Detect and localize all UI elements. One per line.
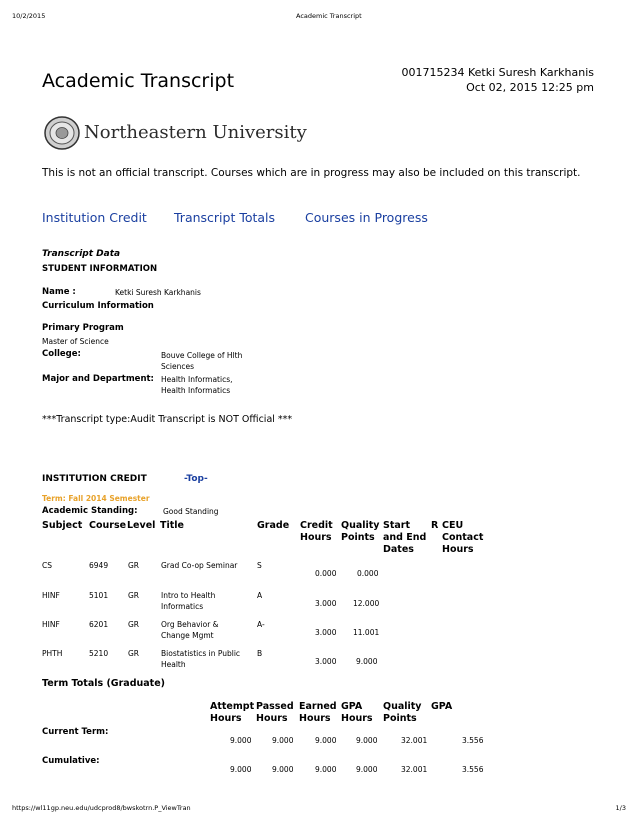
col-credit-hours: Credit Hours bbox=[300, 520, 333, 543]
course-quality-points: 12.000 bbox=[353, 599, 380, 608]
disclaimer-text: This is not an official transcript. Courses which are in progress may also be included on this transcript. bbox=[42, 167, 581, 179]
transcript-type-notice: ***Transcript type:Audit Transcript is NOT Official *** bbox=[42, 414, 293, 425]
course-credit-hours: 3.000 bbox=[315, 628, 337, 637]
name-value: Ketki Suresh Karkhanis bbox=[115, 288, 201, 297]
course-credit-hours: 0.000 bbox=[315, 569, 337, 578]
course-level: GR bbox=[128, 591, 140, 600]
curriculum-heading: Curriculum Information bbox=[42, 301, 154, 311]
college-label: College: bbox=[42, 349, 81, 359]
student-id-name: 001715234 Ketki Suresh Karkhanis bbox=[401, 66, 594, 79]
course-title: Org Behavior & Change Mgmt bbox=[161, 620, 219, 640]
course-number: 5210 bbox=[89, 649, 109, 658]
col-gpa: GPA bbox=[431, 701, 453, 712]
course-number: 6949 bbox=[89, 561, 109, 570]
academic-standing-value: Good Standing bbox=[163, 507, 219, 516]
course-credit-hours: 3.000 bbox=[315, 657, 337, 666]
print-url: https://wl11gp.neu.edu/udcprod8/bwskotrn.P_ViewTran bbox=[12, 804, 191, 812]
col-level: Level bbox=[127, 520, 156, 531]
institution-credit-link[interactable]: Institution Credit bbox=[42, 210, 147, 225]
courses-in-progress-link[interactable]: Courses in Progress bbox=[305, 210, 428, 225]
course-number: 5101 bbox=[89, 591, 109, 600]
course-subject: PHTH bbox=[42, 649, 63, 658]
term-totals-heading: Term Totals (Graduate) bbox=[42, 678, 166, 689]
major-value-line-1: Health Informatics, bbox=[161, 375, 233, 384]
quality-points-value: 32.001 bbox=[401, 765, 428, 774]
primary-program-label: Primary Program bbox=[42, 323, 124, 333]
passed-hours-value: 9.000 bbox=[272, 736, 294, 745]
course-level: GR bbox=[128, 561, 140, 570]
col-r: R bbox=[431, 520, 439, 531]
student-info-heading: STUDENT INFORMATION bbox=[42, 264, 158, 274]
col-title: Title bbox=[160, 520, 184, 531]
institution-credit-heading: INSTITUTION CREDIT bbox=[42, 474, 147, 484]
seal-icon bbox=[44, 116, 80, 150]
gpa-value: 3.556 bbox=[462, 736, 484, 745]
earned-hours-value: 9.000 bbox=[315, 765, 337, 774]
col-subject: Subject bbox=[42, 520, 83, 531]
passed-hours-value: 9.000 bbox=[272, 765, 294, 774]
col-ceu-contact-hours: CEU Contact Hours bbox=[442, 520, 484, 555]
university-name: Northeastern University bbox=[84, 122, 307, 143]
col-quality-points: Quality Points bbox=[341, 520, 380, 543]
primary-program-value: Master of Science bbox=[42, 337, 109, 346]
course-grade: A bbox=[257, 591, 263, 600]
course-quality-points: 11.001 bbox=[353, 628, 380, 637]
course-quality-points: 9.000 bbox=[356, 657, 378, 666]
col-grade: Grade bbox=[257, 520, 290, 531]
gpa-hours-value: 9.000 bbox=[356, 736, 378, 745]
col-gpa-hours: GPA Hours bbox=[341, 701, 373, 724]
course-grade: S bbox=[257, 561, 262, 570]
course-subject: HINF bbox=[42, 591, 60, 600]
course-credit-hours: 3.000 bbox=[315, 599, 337, 608]
course-level: GR bbox=[128, 620, 140, 629]
top-link[interactable]: -Top- bbox=[184, 474, 208, 484]
col-attempt-hours: Attempt Hours bbox=[210, 701, 255, 724]
report-datetime: Oct 02, 2015 12:25 pm bbox=[466, 81, 594, 94]
gpa-hours-value: 9.000 bbox=[356, 765, 378, 774]
course-subject: CS bbox=[42, 561, 52, 570]
totals-label: Current Term: bbox=[42, 727, 109, 737]
course-grade: A- bbox=[257, 620, 265, 629]
course-title: Biostatistics in Public Health bbox=[161, 649, 241, 669]
course-title: Grad Co-op Seminar bbox=[161, 561, 238, 570]
term-label: Term: Fall 2014 Semester bbox=[42, 494, 150, 503]
transcript-totals-link[interactable]: Transcript Totals bbox=[174, 210, 276, 225]
course-grade: B bbox=[257, 649, 263, 658]
col-start-end-dates: Start and End Dates bbox=[383, 520, 427, 555]
course-subject: HINF bbox=[42, 620, 60, 629]
attempt-hours-value: 9.000 bbox=[230, 736, 252, 745]
print-date: 10/2/2015 bbox=[12, 12, 46, 20]
academic-standing-label: Academic Standing: bbox=[42, 506, 138, 516]
print-page-number: 1/3 bbox=[615, 804, 626, 812]
course-number: 6201 bbox=[89, 620, 109, 629]
college-value: Bouve College of Hlth Sciences bbox=[161, 351, 243, 371]
attempt-hours-value: 9.000 bbox=[230, 765, 252, 774]
major-value-line-2: Health Informatics bbox=[161, 386, 231, 395]
print-title: Academic Transcript bbox=[296, 12, 362, 20]
course-title: Intro to Health Informatics bbox=[161, 591, 216, 611]
transcript-data-heading: Transcript Data bbox=[42, 249, 121, 259]
quality-points-value: 32.001 bbox=[401, 736, 428, 745]
earned-hours-value: 9.000 bbox=[315, 736, 337, 745]
col-earned-hours: Earned Hours bbox=[299, 701, 337, 724]
col-passed-hours: Passed Hours bbox=[256, 701, 294, 724]
course-level: GR bbox=[128, 649, 140, 658]
totals-label: Cumulative: bbox=[42, 756, 100, 766]
name-label: Name : bbox=[42, 287, 76, 297]
gpa-value: 3.556 bbox=[462, 765, 484, 774]
page-title: Academic Transcript bbox=[42, 70, 235, 92]
university-seal bbox=[44, 116, 80, 150]
col-quality-points: Quality Points bbox=[383, 701, 422, 724]
col-course: Course bbox=[89, 520, 127, 531]
major-label: Major and Department: bbox=[42, 374, 154, 384]
course-quality-points: 0.000 bbox=[357, 569, 379, 578]
